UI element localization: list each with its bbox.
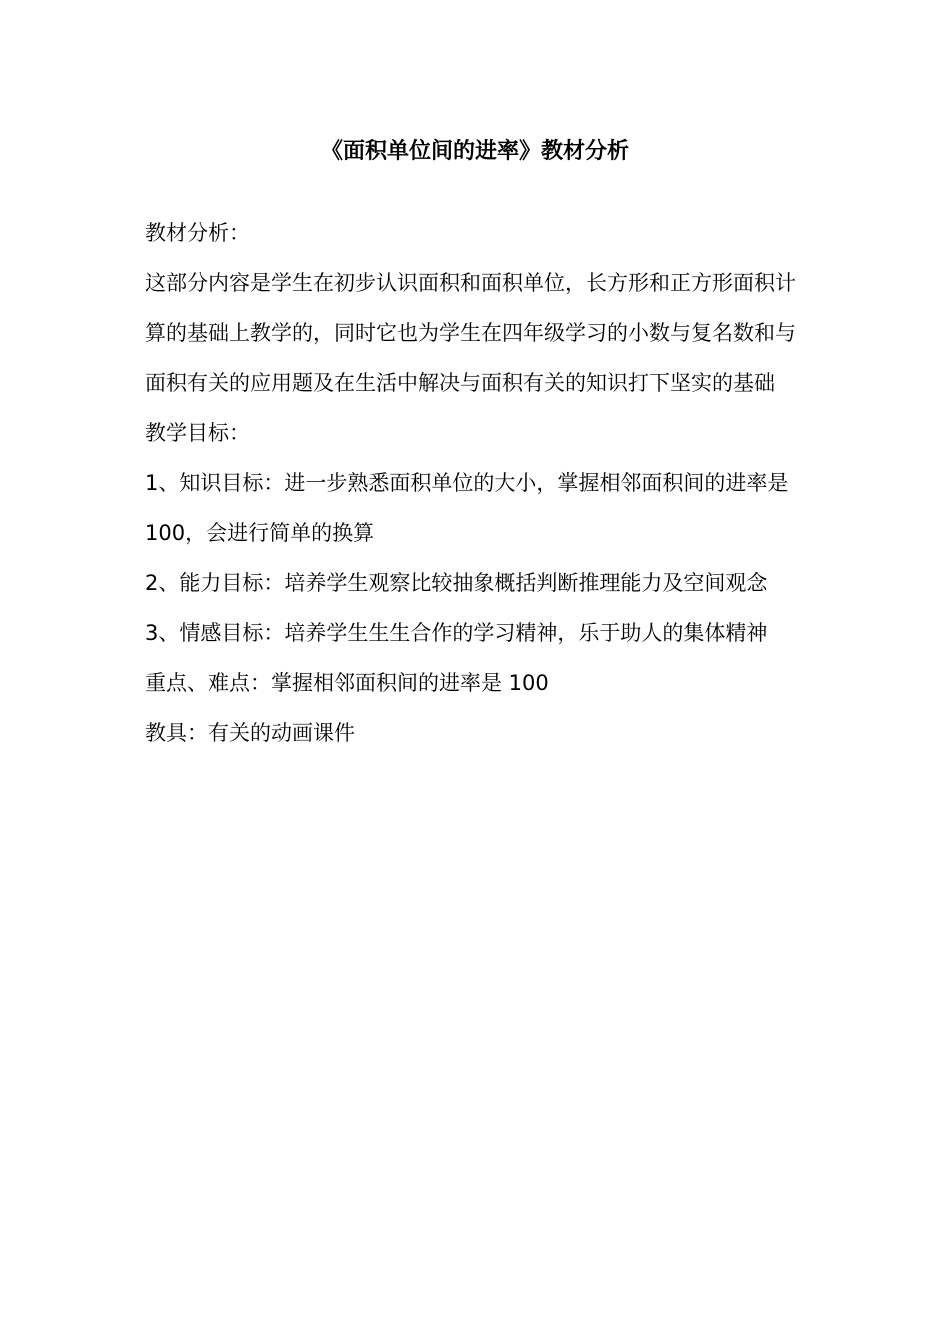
knowledge-goal-item: 1、知识目标：进一步熟悉面积单位的大小，掌握相邻面积间的进率是 100，会进行简单的换算 <box>145 471 789 545</box>
section-heading-material-analysis: 教材分析： <box>145 221 250 245</box>
section-heading-teaching-goals: 教学目标： <box>145 421 250 445</box>
emotion-goal-item: 3、情感目标：培养学生生生合作的学习精神，乐于助人的集体精神 <box>145 621 768 645</box>
teaching-aids-item: 教具：有关的动画课件 <box>145 721 355 745</box>
material-analysis-paragraph: 这部分内容是学生在初步认识面积和面积单位，长方形和正方形面积计算的基础上教学的，同时它也为学生在四年级学习的小数与复名数和与面积有关的应用题及在生活中解决与面积有关的知识打下坚实的基础 <box>145 271 796 395</box>
ability-goal-item: 2、能力目标：培养学生观察比较抽象概括判断推理能力及空间观念 <box>145 571 768 595</box>
key-points-item: 重点、难点：掌握相邻面积间的进率是 100 <box>145 671 549 695</box>
document-title: 《面积单位间的进率》教材分析 <box>320 139 629 164</box>
document-body <box>145 208 810 758</box>
